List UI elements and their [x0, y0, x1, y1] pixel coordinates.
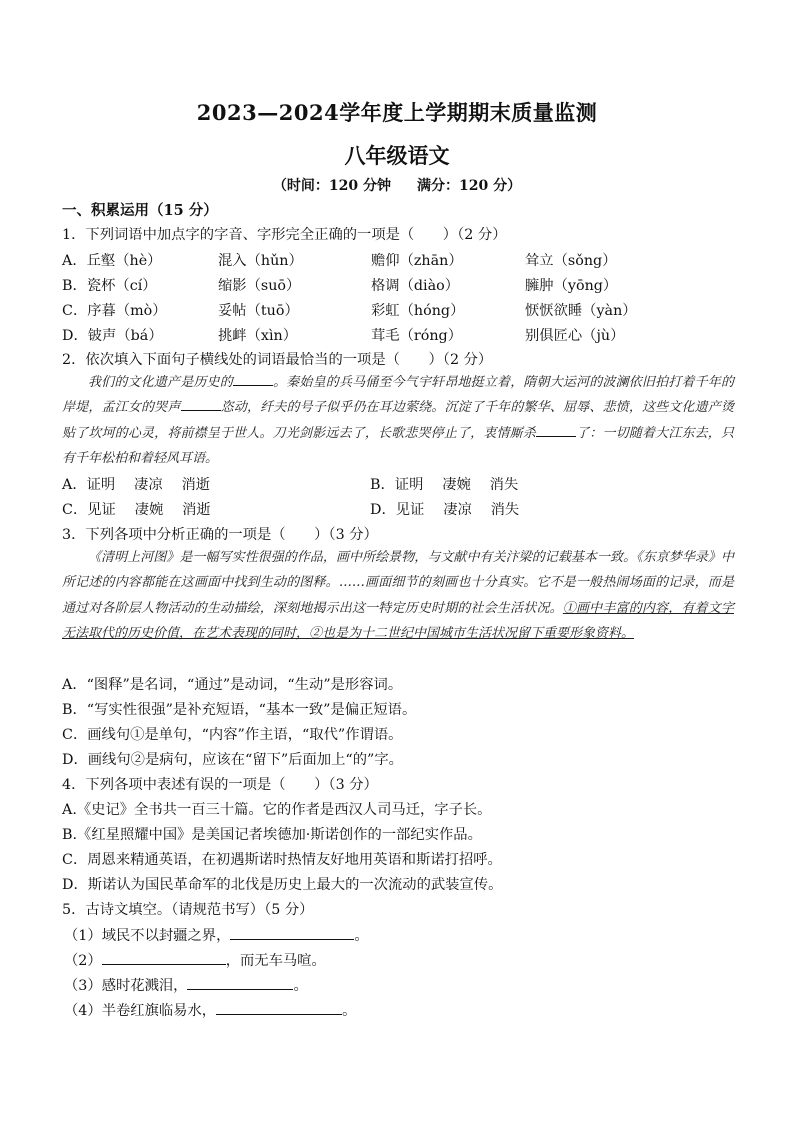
question-3-passage	[62, 545, 734, 646]
option-cell: 臃肿（yōng）	[525, 278, 618, 294]
question-4-stem: 4．下列各项中表述有误的一项是（ ）（3 分）	[62, 777, 378, 793]
option-cell: C．序暮（mò）	[62, 303, 167, 319]
question-1-option-c	[62, 300, 742, 320]
question-2-passage	[62, 370, 734, 471]
option-c: C．见证 凄婉 消逝	[62, 502, 211, 518]
option-cell: D．铍声（bá）	[62, 328, 163, 344]
option-a: A．证明 凄凉 消逝	[62, 477, 211, 493]
passage-text: 恣动，纤夫的号子似乎仍在耳边萦绕。沉淀了千年的繁华、屈辱、悲愤，这些文化遗产烫贴了坎坷的心灵，将前襟呈于世人。刀光剑影远去了，长歌悲哭停止了，衷情厮杀	[62, 400, 734, 441]
question-4-option-b: B.《红星照耀中国》是美国记者埃德加·斯诺创作的一部纪实作品。	[62, 827, 482, 843]
option-d: D．见证 凄凉 消失	[370, 502, 520, 518]
section-heading: 一、积累运用（15 分）	[62, 202, 218, 219]
fill-blank	[181, 397, 221, 411]
exam-subtitle: 八年级语文	[344, 143, 450, 168]
option-cell: 茸毛（róng）	[371, 328, 462, 344]
exam-time-score	[0, 175, 794, 195]
poem-fill-2	[64, 950, 326, 970]
option-b: B．证明 凄婉 消失	[370, 477, 519, 493]
option-cell: 恹恹欲睡（yàn）	[525, 303, 637, 319]
fill-prefix: （2）	[64, 953, 102, 969]
option-cell: 彩虹（hóng）	[371, 303, 465, 319]
fill-prefix: （3）感时花溅泪，	[64, 978, 188, 994]
option-cell: 缩影（suō）	[218, 278, 301, 294]
poem-fill-3	[64, 975, 308, 995]
option-cell: B．瓷杯（cí）	[62, 278, 157, 294]
exam-title: 2023—2024学年度上学期期末质量监测	[196, 100, 598, 125]
question-1-stem: 1．下列词语中加点字的字音、字形完全正确的一项是（ ）（2 分）	[62, 227, 507, 243]
fill-suffix: ，而无车马喧。	[225, 953, 326, 969]
option-cell: 挑衅（xìn）	[218, 328, 298, 344]
fill-prefix: （4）半卷红旗临易水，	[64, 1003, 217, 1019]
passage-text: 我们的文化遗产是历史的	[88, 375, 233, 390]
option-cell: 赡仰（zhān）	[371, 253, 463, 269]
question-3-option-a: A．“图释”是名词，“通过”是动词，“生动”是形容词。	[62, 677, 403, 693]
underlined-sentences: ①画中丰富的内容，有着文字无法取代的历史价值，在艺术表现的同时，②也是为十二世纪中国城市生活状况留下重要形象资料。	[62, 600, 734, 641]
answer-line[interactable]	[230, 925, 354, 940]
question-5-stem: 5．古诗文填空。（请规范书写）（5 分）	[62, 902, 314, 918]
fill-prefix: （1）域民不以封疆之界，	[64, 928, 231, 944]
option-cell: A．丘壑（hè）	[62, 253, 162, 269]
question-4-option-c: C．周恩来精通英语，在初遇斯诺时热情友好地用英语和斯诺打招呼。	[62, 852, 502, 868]
time-label: （时间：120 分钟	[272, 178, 391, 194]
answer-line[interactable]	[216, 1000, 342, 1015]
question-1-option-d	[62, 325, 742, 345]
question-2-options-row2	[62, 499, 742, 519]
question-4-option-d: D．斯诺认为国民革命军的北伐是历史上最大的一次流动的武装宣传。	[62, 877, 503, 893]
option-cell: 妥帖（tuō）	[218, 303, 299, 319]
question-3-stem: 3．下列各项中分析正确的一项是（ ）（3 分）	[62, 527, 378, 543]
fill-blank	[233, 372, 273, 386]
fill-suffix: 。	[342, 1003, 357, 1019]
passage-text: 《清明上河图》是一幅写实性很强的作品，画中所绘景物，与文献中有关汴梁的记载基本一致。《东京梦华录》中所记述的内容都能在这画面中找到生动的图释。……画面细节的刻画也十分真实。它不是一般热闹场面的记录，而是通过对各阶层人物活动的生动描绘，深刻地揭示出这一特定历史时期的社会生活状况。	[62, 550, 734, 616]
question-1-option-a	[62, 250, 742, 270]
option-cell: 别俱匠心（jù）	[525, 328, 625, 344]
question-3-option-b: B．“写实性很强”是补充短语，“基本一致”是偏正短语。	[62, 702, 417, 718]
question-2-stem: 2．依次填入下面句子横线处的词语最恰当的一项是（ ）（2 分）	[62, 352, 493, 368]
question-3-option-c: C．画线句①是单句，“内容”作主语，“取代”作谓语。	[62, 727, 403, 743]
question-3-option-d: D．画线句②是病句，应该在“留下”后面加上“的”字。	[62, 752, 403, 768]
passage-text: 了：一切随着大江东去，只有千年松柏和着轻风耳语。	[62, 425, 734, 466]
fill-blank	[536, 423, 576, 437]
question-2-options-row1	[62, 474, 742, 494]
question-1-option-b	[62, 275, 742, 295]
poem-fill-1	[64, 925, 369, 945]
passage-text: 。秦始皇的兵马俑至今气宇轩昂地挺立着，隋朝大运河的波澜依旧拍打着千年的岸堤，孟江女的哭声	[62, 375, 734, 416]
option-cell: 耸立（sǒng）	[525, 253, 617, 269]
score-label: 满分：120 分）	[417, 178, 522, 194]
option-cell: 格调（diào）	[371, 278, 460, 294]
answer-line[interactable]	[187, 975, 293, 990]
question-4-option-a: A.《史记》全书共一百三十篇。它的作者是西汉人司马迁，字子长。	[62, 802, 492, 818]
answer-line[interactable]	[102, 950, 226, 965]
fill-suffix: 。	[354, 928, 369, 944]
poem-fill-4	[64, 1000, 356, 1020]
fill-suffix: 。	[293, 978, 308, 994]
option-cell: 混入（hǔn）	[218, 253, 303, 269]
